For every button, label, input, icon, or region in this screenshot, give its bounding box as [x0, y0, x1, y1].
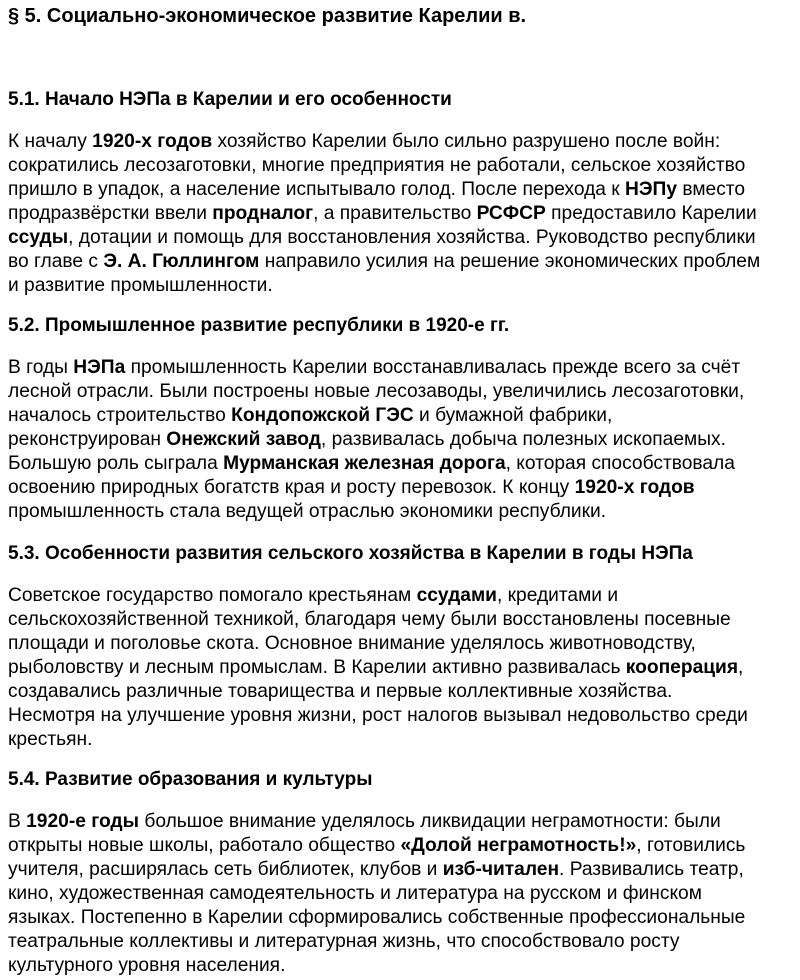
text-run: , [738, 657, 744, 678]
text-line [8, 584, 796, 608]
text-line [8, 500, 796, 524]
text-run: реконструирован [8, 429, 167, 450]
text-run: сократились лесозаготовки, многие предприятия не работали, сельское хозяйство [8, 155, 746, 176]
bold-text: Кондопожской ГЭС [231, 405, 414, 426]
text-run: учителя, расширялась сеть библиотек, клубов и [8, 859, 443, 880]
text-line [8, 226, 796, 250]
text-line [8, 858, 796, 882]
section-5-1 [8, 88, 796, 298]
text-run: театральные коллективы и литературная жизнь, что способствовало росту [8, 931, 680, 952]
text-run: сельскохозяйственной техникой, благодаря чему были восстановлены посевные [8, 609, 731, 630]
text-run: Несмотря на улучшение уровня жизни, рост налогов вызывал недовольство среди [8, 705, 748, 726]
bold-text: НЭПа [73, 357, 126, 378]
text-run: В [8, 811, 27, 832]
text-line [8, 656, 796, 680]
text-run: освоению природных богатств края и росту перевозок. К концу [8, 477, 575, 498]
text-run: пришло в упадок, а население испытывало голод. После перехода к [8, 179, 626, 200]
text-run: создавались различные товарищества и первые коллективные хозяйства. [8, 681, 673, 702]
bold-text: продналог [212, 203, 314, 224]
bold-text: РСФСР [476, 203, 546, 224]
text-line [8, 428, 796, 452]
text-run: рыболовству и лесным промыслам. В Карелии активно развивалась [8, 657, 626, 678]
text-line [8, 202, 796, 226]
text-run: , готовились [636, 835, 746, 856]
text-run: языках. Постепенно в Карелии сформировались собственные профессиональные [8, 907, 746, 928]
text-line [8, 404, 796, 428]
text-run: , кредитами и [496, 585, 619, 606]
text-run: культурного уровня населения. [8, 955, 286, 976]
text-run: и развитие промышленности. [8, 275, 273, 296]
section-paragraph [8, 130, 796, 298]
page-title: § 5. Социально-экономическое развитие Карелии в. [8, 5, 527, 27]
section-heading: 5.4. Развитие образования и культуры [8, 769, 373, 790]
bold-text: ссуды [8, 227, 69, 248]
section-5-3 [8, 542, 796, 752]
bold-text: ссудами [416, 585, 497, 606]
section-heading: 5.1. Начало НЭПа в Карелии и его особенности [8, 89, 452, 110]
text-run: промышленность Карелии восстанавливалась прежде всего за счёт [125, 357, 741, 378]
text-run: К началу [8, 131, 93, 152]
text-run: большое внимание уделялось ликвидации неграмотности: были [139, 811, 721, 832]
bold-text: Онежский завод [166, 429, 321, 450]
text-run: . Развивались театр, [559, 859, 744, 880]
section-5-2 [8, 314, 796, 524]
bold-text: 1920-х годов [92, 131, 213, 152]
text-line [8, 130, 796, 154]
text-run: предоставило Карелии [545, 203, 757, 224]
bold-text: Э. А. Гюллингом [103, 251, 260, 272]
bold-text: кооперация [625, 657, 739, 678]
text-run: направило усилия на решение экономических проблем [259, 251, 761, 272]
text-line [8, 476, 796, 500]
text-line [8, 704, 796, 728]
bold-text: 1920-е годы [26, 811, 139, 832]
text-run: кино, художественная самодеятельность и литература на русском и финском [8, 883, 702, 904]
text-run: площади и поголовье скота. Основное внимание уделялось животноводству, [8, 633, 696, 654]
text-line [8, 882, 796, 906]
text-run: , развивалась добыча полезных ископаемых. [320, 429, 726, 450]
text-line [8, 728, 796, 752]
section-heading: 5.3. Особенности развития сельского хозяйства в Карелии в годы НЭПа [8, 543, 693, 564]
bold-text: 1920-х годов [574, 477, 695, 498]
text-line [8, 608, 796, 632]
bold-text: «Долой неграмотность!» [400, 835, 637, 856]
text-run: вместо [677, 179, 746, 200]
section-heading: 5.2. Промышленное развитие республики в 1920-е гг. [8, 315, 510, 336]
text-run: хозяйство Карелии было сильно разрушено после войн: [212, 131, 721, 152]
text-run: промышленность стала ведущей отраслью экономики республики. [8, 501, 607, 522]
text-run: крестьян. [8, 729, 93, 750]
text-run: Советское государство помогало крестьянам [8, 585, 417, 606]
text-line [8, 380, 796, 404]
text-line [8, 954, 796, 978]
text-line [8, 178, 796, 202]
text-line [8, 356, 796, 380]
section-paragraph [8, 584, 796, 752]
bold-text: Мурманская железная дорога [223, 453, 506, 474]
text-run: лесной отрасли. Были построены новые лесозаводы, увеличились лесозаготовки, [8, 381, 745, 402]
text-run: , дотации и помощь для восстановления хозяйства. Руководство республики [68, 227, 756, 248]
text-run: продразвёрстки ввели [8, 203, 213, 224]
text-run: началось строительство [8, 405, 232, 426]
text-run: , а правительство [313, 203, 477, 224]
text-line [8, 680, 796, 704]
section-paragraph [8, 810, 796, 978]
text-run: В годы [8, 357, 74, 378]
section-paragraph [8, 356, 796, 524]
text-line [8, 452, 796, 476]
text-line [8, 632, 796, 656]
bold-text: изб-читален [442, 859, 560, 880]
text-line [8, 906, 796, 930]
text-run: , которая способствовала [505, 453, 735, 474]
text-line [8, 930, 796, 954]
text-run: Большую роль сыграла [8, 453, 224, 474]
text-run: и бумажной фабрики, [413, 405, 613, 426]
text-line [8, 154, 796, 178]
text-line [8, 274, 796, 298]
text-run: открыты новые школы, работало общество [8, 835, 401, 856]
text-line [8, 250, 796, 274]
bold-text: НЭПу [625, 179, 678, 200]
text-line [8, 834, 796, 858]
text-line [8, 810, 796, 834]
text-run: во главе с [8, 251, 104, 272]
section-5-4 [8, 768, 796, 978]
